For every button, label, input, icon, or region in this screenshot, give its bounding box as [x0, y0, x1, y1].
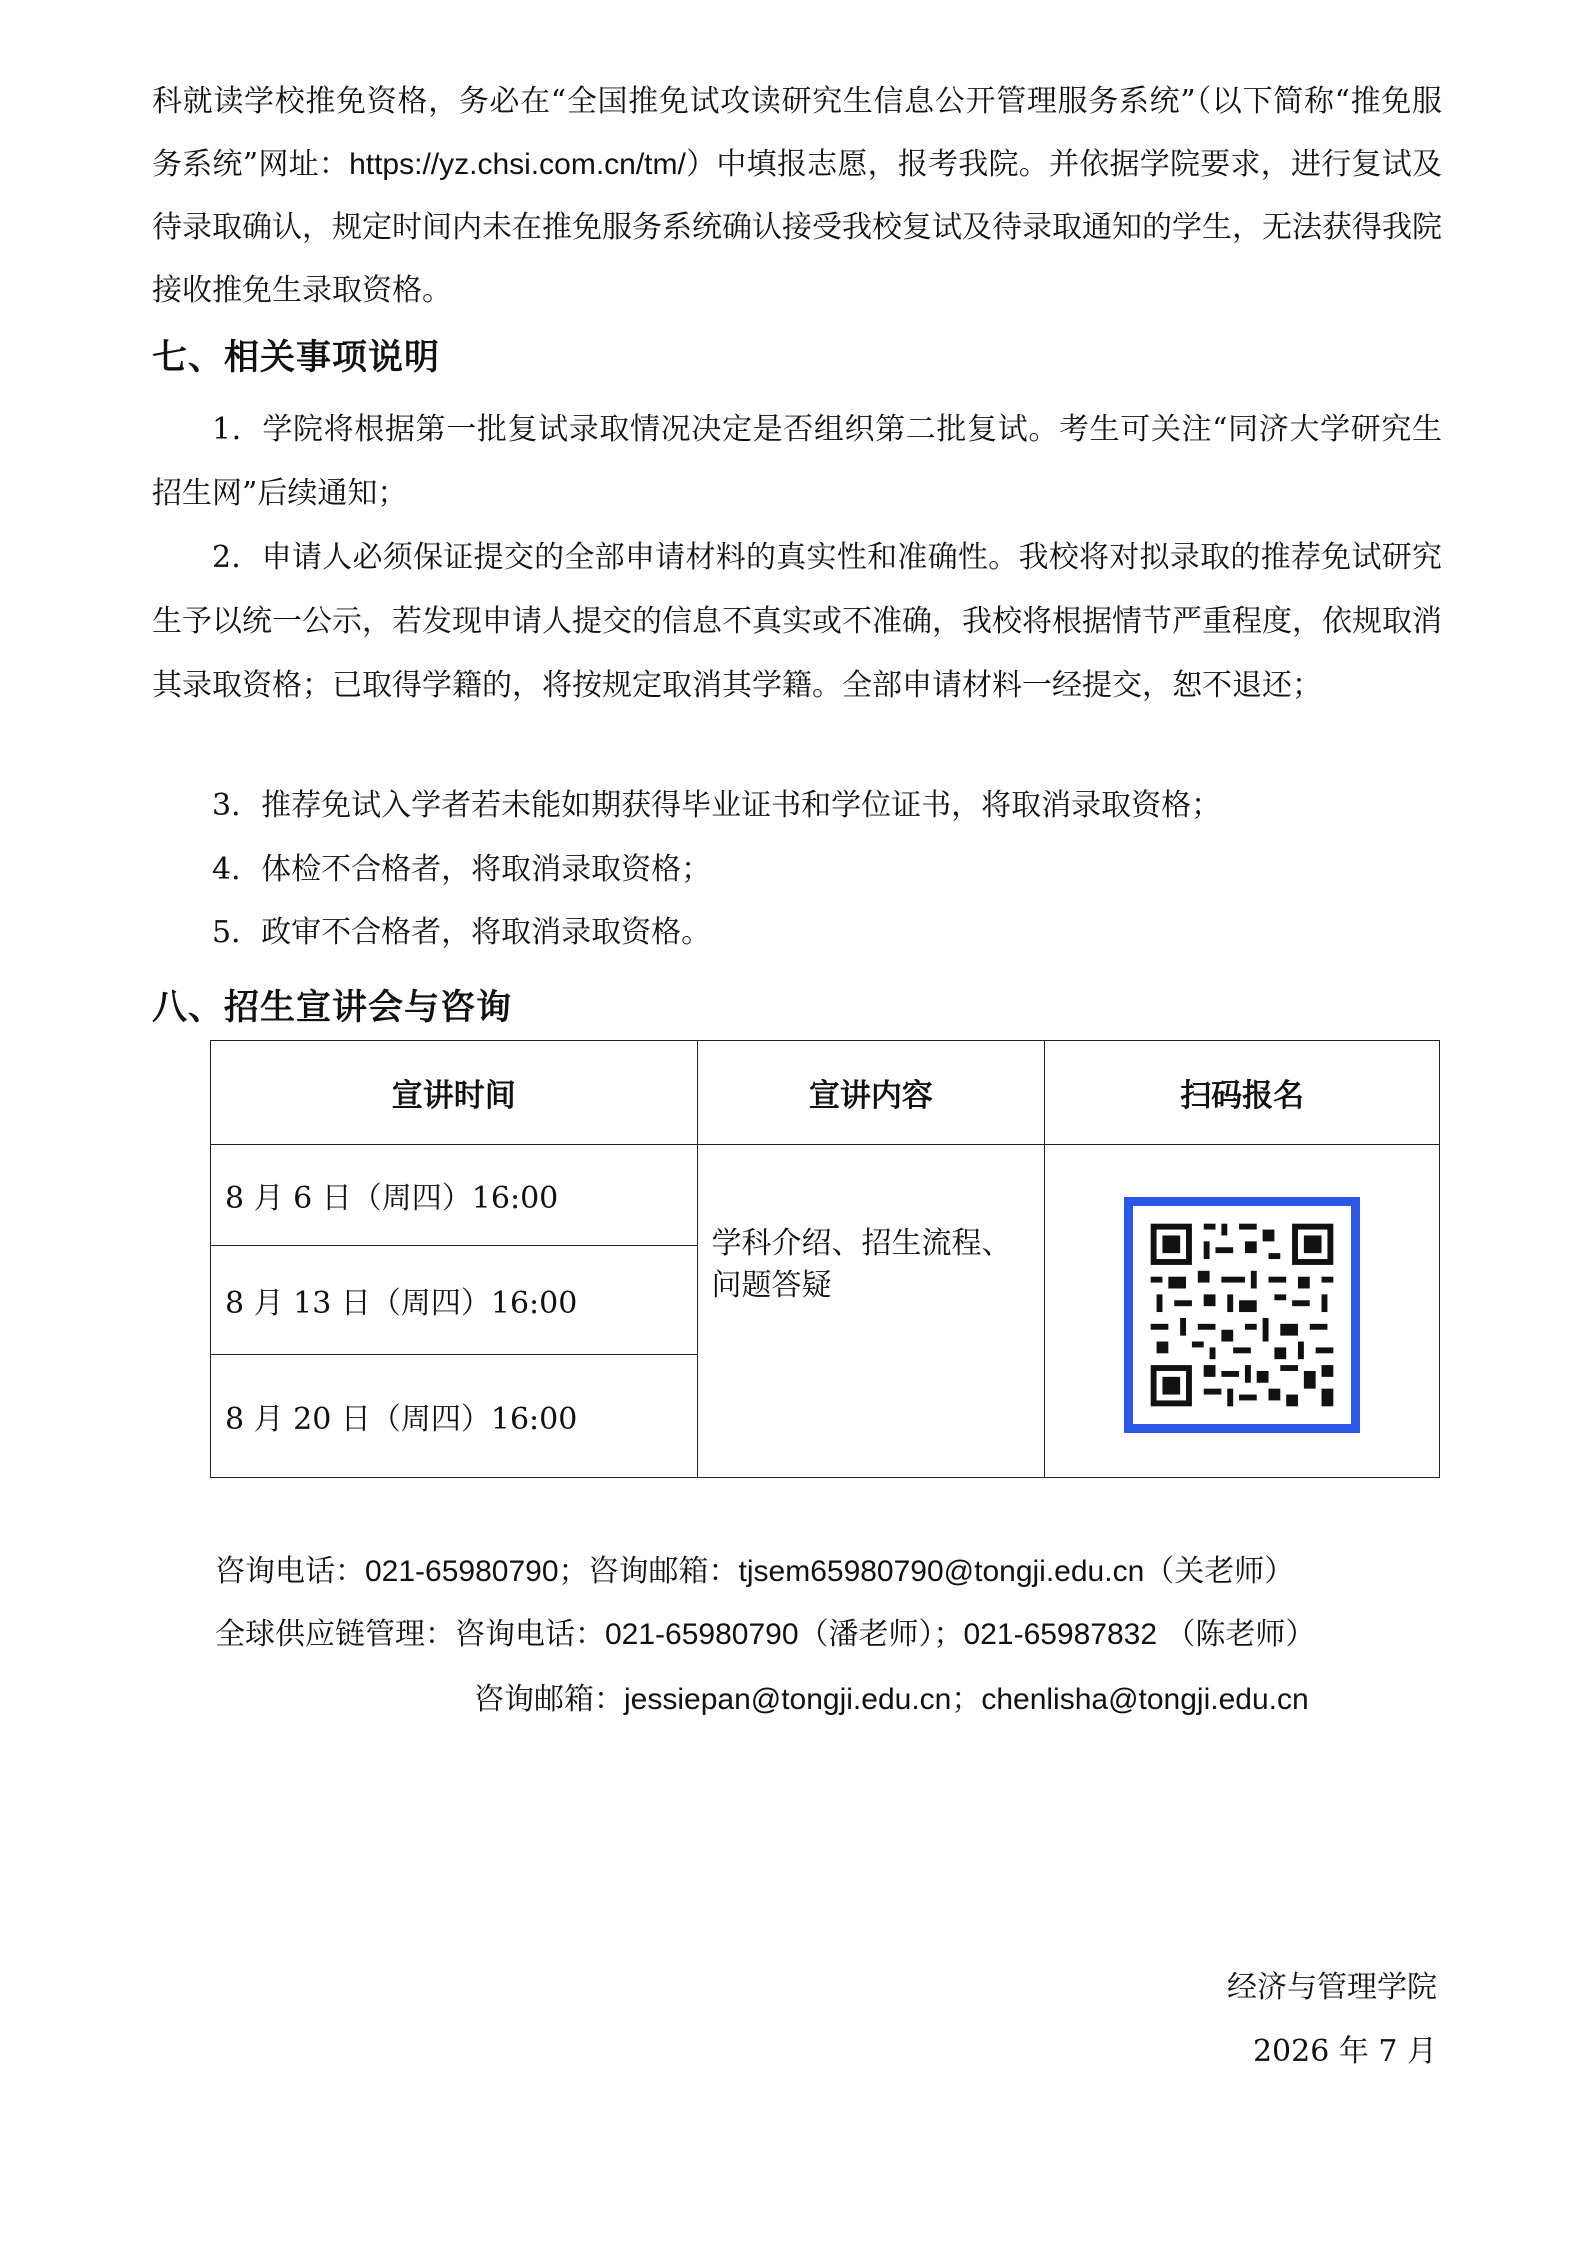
qr-cell	[1045, 1145, 1440, 1478]
notice-item-4: 4．体检不合格者，将取消录取资格；	[212, 852, 712, 887]
notice-item-3: 3．推荐免试入学者若未能如期获得毕业证书和学位证书，将取消录取资格；	[212, 788, 1222, 823]
intro-paragraph	[152, 70, 1442, 322]
intro-line-2a: “推免服务系统”网址：	[152, 84, 1442, 182]
intro-line-2b: ）中填报志愿，报考我院。并依据学院要	[685, 147, 1231, 182]
contact-line-3: 咨询邮箱：jessiepan@tongji.edu.cn；chenlisha@tongji.edu.cn	[474, 1683, 1309, 1716]
briefing-schedule-table	[210, 1040, 1440, 1478]
contact-line-1: 咨询电话：021-65980790；咨询邮箱：tjsem65980790@tongji.edu.cn（关老师）	[215, 1555, 1295, 1588]
contact-line-2: 全球供应链管理：咨询电话：021-65980790（潘老师）；021-65987832 （陈老师）	[215, 1618, 1316, 1651]
intro-line-4: 的学生，无法获得我院接收推免生录取资格。	[152, 210, 1442, 308]
section-8-title: 八、招生宣讲会与咨询	[152, 988, 513, 1028]
intro-line-1: 科就读学校推免资格，务必在“全国推免试攻读研究生信息公开管理服务系统”（以下简称	[152, 84, 1335, 119]
section-7-title: 七、相关事项说明	[152, 338, 441, 378]
notice-item-1: 1．学院将根据第一批复试录取情况决定是否组织第二批复试。考生可关注“同济大学研究生招生网”后续通知；	[152, 412, 1442, 511]
header-register: 扫码报名	[1045, 1041, 1440, 1145]
intro-line-3: 求，进行复试及待录取确认，规定时间内未在推免服务系统确认接受我校复试及待录取通知	[152, 147, 1443, 245]
header-time: 宣讲时间	[211, 1041, 698, 1145]
notice-item-2: 2．申请人必须保证提交的全部申请材料的真实性和准确性。我校将对拟录取的推荐免试研究生予以统一公示，若发现申请人提交的信息不真实或不准确，我校将根据情节严重程度，依规取消其录取资格；已取得学籍的，将按规定取消其学籍。全部申请材料一经提交，恕不退还；	[152, 540, 1442, 703]
session-time: 8 月 13 日（周四）16:00	[211, 1246, 698, 1355]
chsi-url-link[interactable]: https://yz.chsi.com.cn/tm/	[349, 148, 686, 181]
notice-item-5: 5．政审不合格者，将取消录取资格。	[212, 915, 712, 950]
table-header-row	[211, 1041, 1440, 1145]
header-content: 宣讲内容	[697, 1041, 1045, 1145]
qr-code-icon[interactable]	[1124, 1197, 1360, 1433]
signature-org: 经济与管理学院	[1227, 1970, 1437, 2005]
signature-date: 2026 年 7 月	[1252, 2034, 1437, 2069]
session-time: 8 月 20 日（周四）16:00	[211, 1355, 698, 1478]
session-time: 8 月 6 日（周四）16:00	[211, 1145, 698, 1246]
table-row	[211, 1145, 1440, 1246]
session-content: 学科介绍、招生流程、问题答疑	[697, 1145, 1045, 1478]
